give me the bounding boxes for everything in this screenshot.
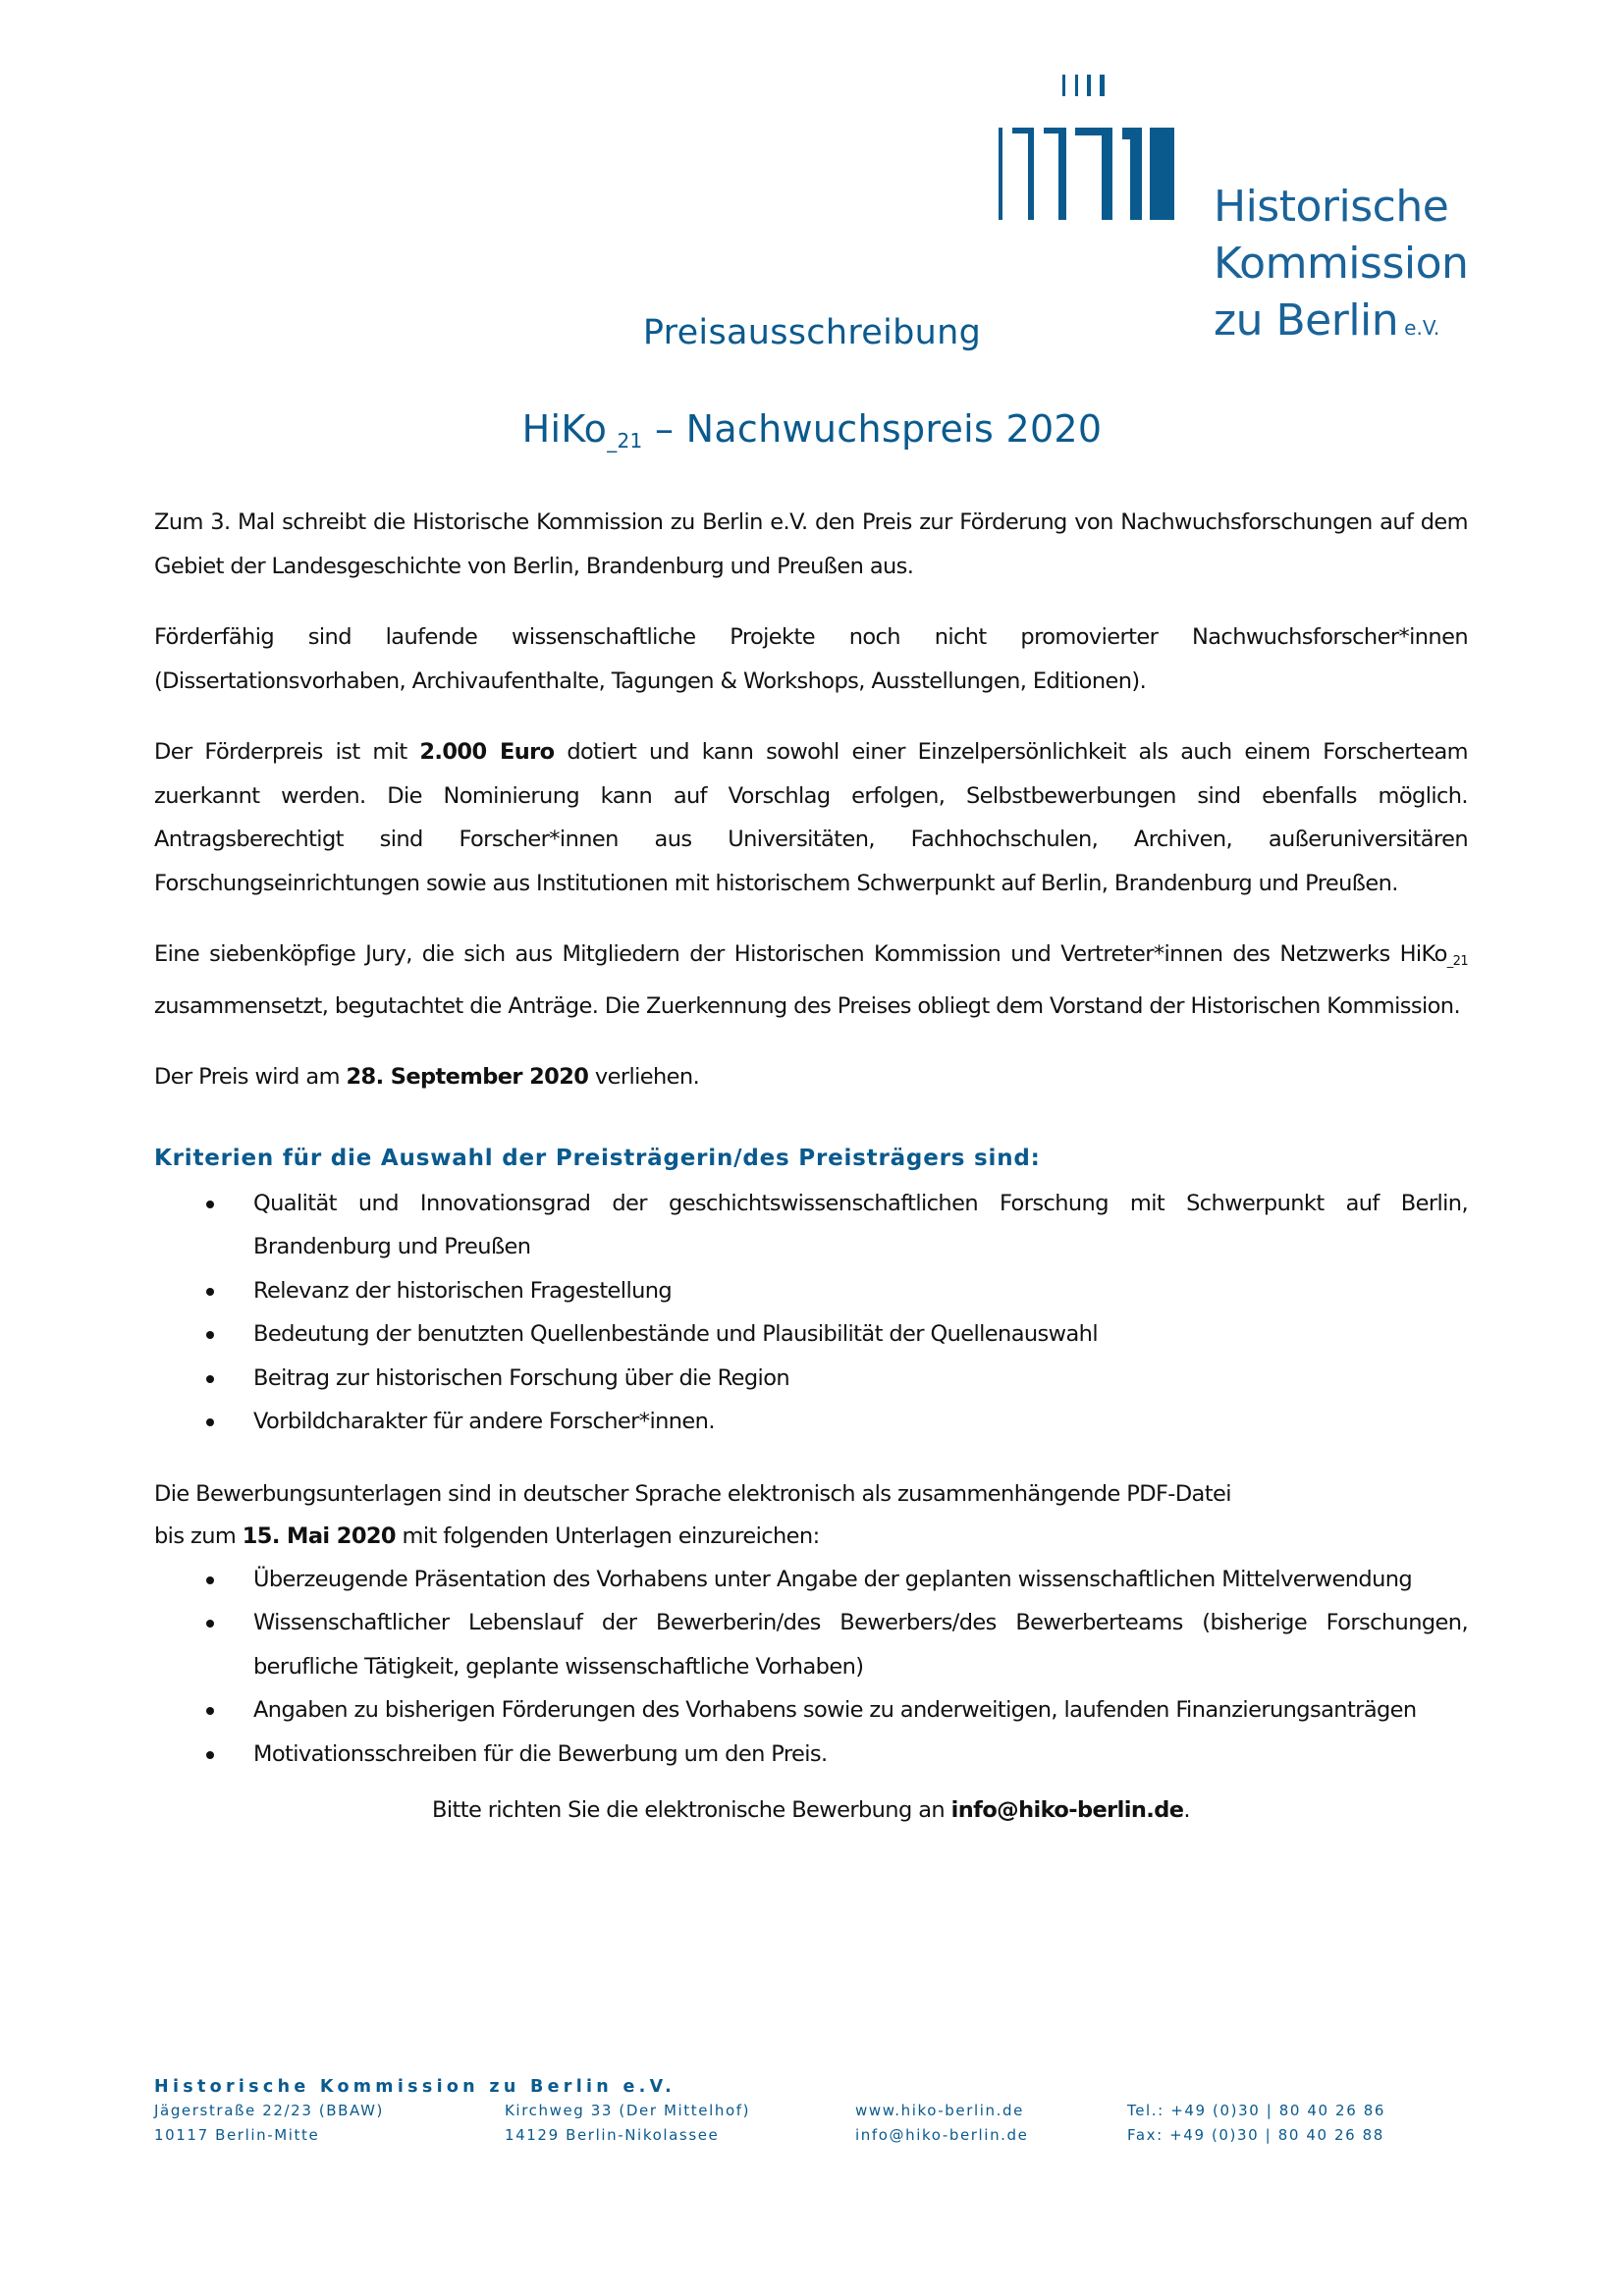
- paragraph-intro: Zum 3. Mal schreibt die Historische Kommission zu Berlin e.V. den Preis zur Förderung von Nachwuchsforschungen auf dem Gebiet der Landesgeschichte von Berlin, Brandenburg und Preußen aus.: [154, 509, 1468, 579]
- paragraph-award-date: [154, 1055, 1468, 1099]
- submission-item-text: Angaben zu bisherigen Förderungen des Vorhabens sowie zu anderweitigen, laufenden Finanzierungsanträgen: [253, 1697, 1417, 1723]
- prize-amount: 2.000 Euro: [419, 739, 555, 765]
- submission-item: [154, 1733, 1468, 1777]
- bullet-icon: [206, 1331, 214, 1339]
- submission-intro: [154, 1473, 1468, 1558]
- criteria-item: [154, 1312, 1468, 1357]
- criteria-item: [154, 1357, 1468, 1401]
- criteria-item: [154, 1400, 1468, 1444]
- criteria-item-text: Bedeutung der benutzten Quellenbestände und Plausibilität der Quellenauswahl: [253, 1321, 1098, 1347]
- page-footer: [154, 2075, 1470, 2148]
- footer-address-1-street: Jägerstraße 22/23 (BBAW): [154, 2102, 384, 2119]
- footer-row-1: [154, 2099, 1470, 2123]
- document-title-text: Preisausschreibung: [642, 313, 982, 352]
- footer-address-2-street: Kirchweg 33 (Der Mittelhof): [505, 2102, 751, 2119]
- submission-deadline: 15. Mai 2020: [242, 1522, 396, 1549]
- text: bis zum: [154, 1522, 243, 1549]
- subtitle-rest: – Nachwuchspreis 2020: [642, 407, 1103, 451]
- bullet-icon: [206, 1375, 214, 1383]
- submission-line-1: Die Bewerbungsunterlagen sind in deutscher Sprache elektronisch als zusammenhängende PDF-Datei: [154, 1480, 1231, 1507]
- footer-address-1-city: 10117 Berlin-Mitte: [154, 2126, 320, 2144]
- submission-item: [154, 1558, 1468, 1602]
- logo-line-1: Historische: [1214, 182, 1449, 232]
- logo-line-3-text: zu Berlin: [1214, 295, 1399, 346]
- text: .: [1183, 1797, 1190, 1823]
- footer-address-2-city: 14129 Berlin-Nikolassee: [505, 2126, 720, 2144]
- submission-list: [154, 1558, 1468, 1777]
- footer-fax: Fax: +49 (0)30 | 80 40 26 88: [1127, 2126, 1384, 2144]
- bullet-icon: [206, 1707, 214, 1715]
- submission-item: [154, 1688, 1468, 1733]
- bullet-icon: [206, 1418, 214, 1426]
- paragraph-eligibility: Förderfähig sind laufende wissenschaftliche Projekte noch nicht promovierter Nachwuchsforscher*innen (Dissertationsvorhaben, Archivaufenthalte, Tagungen & Workshops, Ausstellungen, Editionen).: [154, 624, 1468, 694]
- logo-ev-suffix: e.V.: [1404, 316, 1440, 340]
- submission-line-2: [154, 1516, 1468, 1558]
- footer-website-link[interactable]: www.hiko-berlin.de: [855, 2102, 1024, 2119]
- paragraph-jury: [154, 933, 1468, 1028]
- bullet-icon: [206, 1576, 214, 1584]
- footer-email-link[interactable]: info@hiko-berlin.de: [855, 2126, 1029, 2144]
- criteria-item: [154, 1182, 1468, 1269]
- text: mit folgenden Unterlagen einzureichen:: [395, 1522, 820, 1549]
- text: dotiert und kann sowohl einer Einzelpersönlichkeit als auch einem Forscherteam zuerkannt werden. Die Nominierung kann auf Vorschlag erfolgen, Selbstbewerbungen sind ebenfalls möglich. Antragsberechtigt sind Forscher*innen aus Universitäten, Fachhochschulen, Archiven, außeruniversitären Forschungseinrichtungen sowie aus Institutionen mit historischem Schwerpunkt auf Berlin, Brandenburg und Preußen.: [154, 739, 1468, 896]
- text: verliehen.: [588, 1064, 700, 1090]
- submission-item-text: Überzeugende Präsentation des Vorhabens unter Angabe der geplanten wissenschaftlichen Mittelverwendung: [253, 1566, 1413, 1592]
- bullet-icon: [206, 1201, 214, 1208]
- contact-email-link[interactable]: info@hiko-berlin.de: [950, 1797, 1184, 1823]
- submission-item-text: Wissenschaftlicher Lebenslauf der Bewerberin/des Bewerbers/des Bewerberteams (bisherige Forschungen, berufliche Tätigkeit, geplante wissenschaftliche Vorhaben): [253, 1610, 1468, 1680]
- text: Eine siebenköpfige Jury, die sich aus Mitgliedern der Historischen Kommission und Vertreter*innen des Netzwerks: [154, 941, 1390, 967]
- logo-bars-icon: [999, 73, 1185, 230]
- bullet-icon: [206, 1288, 214, 1296]
- bullet-icon: [206, 1620, 214, 1628]
- text: zusammensetzt, begutachtet die Anträge. Die Zuerkennung des Preises obliegt dem Vorstand der Historischen Kommission.: [154, 992, 1461, 1019]
- criteria-item-text: Relevanz der historischen Fragestellung: [253, 1277, 673, 1304]
- submission-item-text: Motivationsschreiben für die Bewerbung um den Preis.: [253, 1740, 828, 1767]
- document-title: [0, 310, 1624, 355]
- criteria-item: [154, 1269, 1468, 1313]
- footer-org-name: Historische Kommission zu Berlin e.V.: [154, 2077, 677, 2097]
- text: Der Förderpreis ist mit: [154, 739, 420, 765]
- subtitle-subscript: _21: [607, 429, 643, 453]
- criteria-item-text: Qualität und Innovationsgrad der geschichtswissenschaftlichen Forschung mit Schwerpunkt auf Berlin, Brandenburg und Preußen: [253, 1190, 1468, 1259]
- text: Bitte richten Sie die elektronische Bewerbung an: [432, 1797, 951, 1823]
- criteria-item-text: Beitrag zur historischen Forschung über die Region: [253, 1364, 790, 1391]
- submission-item: [154, 1601, 1468, 1688]
- subtitle-prefix: HiKo: [521, 407, 608, 451]
- document-subtitle: [0, 404, 1624, 465]
- text: HiKo: [1399, 941, 1447, 967]
- criteria-list: [154, 1182, 1468, 1444]
- document-body: [154, 501, 1468, 1833]
- criteria-item-text: Vorbildcharakter für andere Forscher*innen.: [253, 1409, 715, 1434]
- criteria-heading: Kriterien für die Auswahl der Preisträgerin/des Preisträgers sind:: [154, 1145, 1041, 1171]
- footer-row-2: [154, 2123, 1470, 2148]
- footer-phone: Tel.: +49 (0)30 | 80 40 26 86: [1127, 2102, 1385, 2119]
- bullet-icon: [206, 1751, 214, 1759]
- paragraph-prize-amount: [154, 730, 1468, 905]
- subscript: _21: [1446, 954, 1468, 969]
- text: Der Preis wird am: [154, 1064, 347, 1090]
- logo-line-2: Kommission: [1214, 239, 1469, 289]
- closing-line: [154, 1789, 1468, 1833]
- award-date: 28. September 2020: [346, 1064, 589, 1090]
